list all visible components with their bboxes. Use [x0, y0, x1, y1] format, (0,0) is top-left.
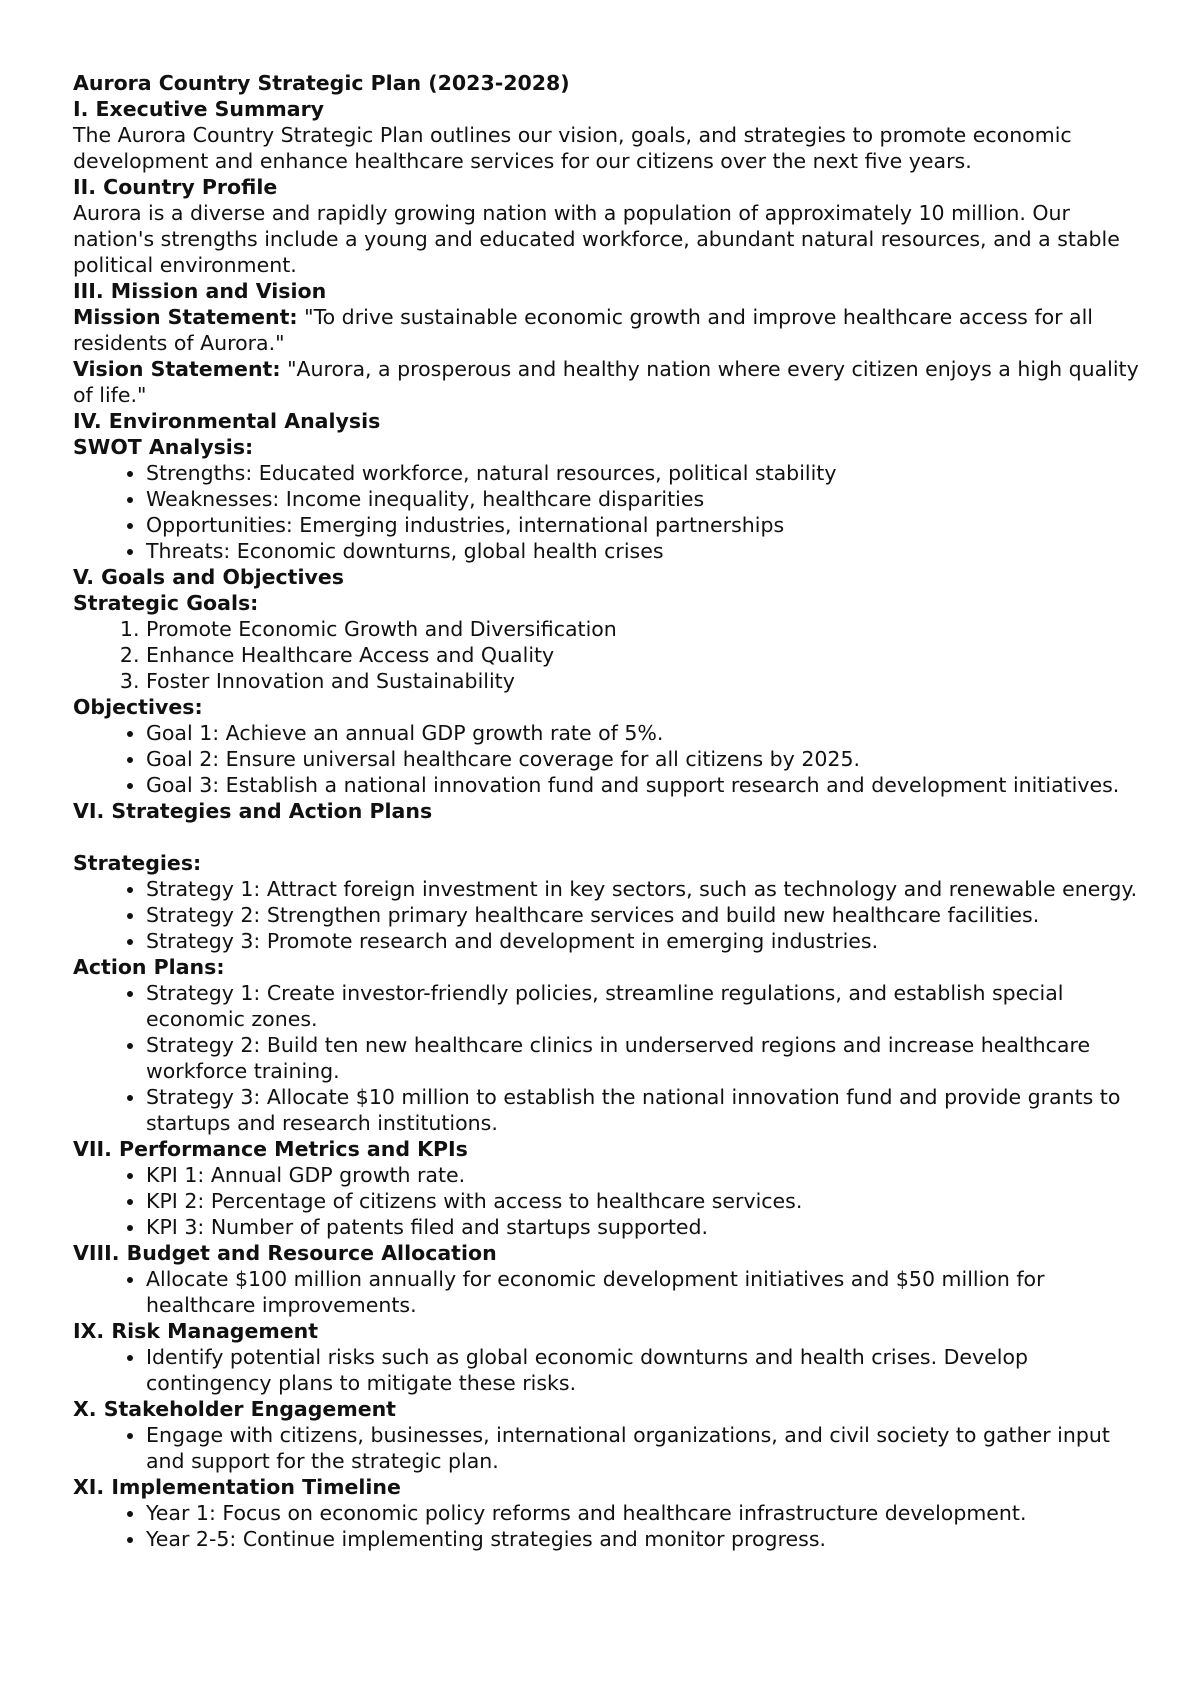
section-heading-implementation-timeline: XI. Implementation Timeline [73, 1475, 401, 1499]
objectives-list [73, 720, 1140, 798]
swot-list [73, 460, 1140, 564]
list-item: • Strategy 3: Promote research and development in emerging industries. [146, 928, 1140, 954]
section-heading-environmental-analysis: IV. Environmental Analysis [73, 409, 381, 433]
list-item: • Year 1: Focus on economic policy reforms and healthcare infrastructure development. [146, 1500, 1140, 1526]
kpi-list [73, 1162, 1140, 1240]
strategic-goals-subheading: Strategic Goals: [73, 591, 259, 615]
strategic-goals-list [73, 616, 1140, 694]
list-item: • KPI 1: Annual GDP growth rate. [146, 1162, 1140, 1188]
vision-statement [73, 356, 1140, 408]
list-item: • Strategy 2: Build ten new healthcare clinics in underserved regions and increase healthcare workforce training. [146, 1032, 1140, 1084]
list-item: • Identify potential risks such as global economic downturns and health crises. Develop contingency plans to mitigate these risks. [146, 1344, 1140, 1396]
action-plans-list [73, 980, 1140, 1136]
strategies-subheading: Strategies: [73, 851, 202, 875]
vision-label: Vision Statement: [73, 357, 281, 381]
action-plans-subheading: Action Plans: [73, 955, 225, 979]
list-item: 3. Foster Innovation and Sustainability [146, 668, 1140, 694]
section-heading-goals-objectives: V. Goals and Objectives [73, 565, 344, 589]
risk-list [73, 1344, 1140, 1396]
list-item: • KPI 3: Number of patents filed and startups supported. [146, 1214, 1140, 1240]
list-item: 1. Promote Economic Growth and Diversification [146, 616, 1140, 642]
list-item: • Opportunities: Emerging industries, international partnerships [146, 512, 1140, 538]
mission-label: Mission Statement: [73, 305, 298, 329]
section-heading-country-profile: II. Country Profile [73, 175, 278, 199]
budget-list [73, 1266, 1140, 1318]
list-item: • Strengths: Educated workforce, natural resources, political stability [146, 460, 1140, 486]
list-item: • Strategy 3: Allocate $10 million to establish the national innovation fund and provide grants to startups and research institutions. [146, 1084, 1140, 1136]
list-item: • KPI 2: Percentage of citizens with access to healthcare services. [146, 1188, 1140, 1214]
list-item: • Engage with citizens, businesses, international organizations, and civil society to gather input and support for the strategic plan. [146, 1422, 1140, 1474]
list-item: • Year 2-5: Continue implementing strategies and monitor progress. [146, 1526, 1140, 1552]
list-item: 2. Enhance Healthcare Access and Quality [146, 642, 1140, 668]
section-heading-executive-summary: I. Executive Summary [73, 97, 325, 121]
list-item: • Goal 1: Achieve an annual GDP growth rate of 5%. [146, 720, 1140, 746]
vision-text: "Aurora, a prosperous and healthy nation where every citizen enjoys a high quality of life." [73, 357, 1139, 407]
strategies-list [73, 876, 1140, 954]
objectives-subheading: Objectives: [73, 695, 203, 719]
section-heading-budget: VIII. Budget and Resource Allocation [73, 1241, 497, 1265]
list-item: • Threats: Economic downturns, global health crises [146, 538, 1140, 564]
section-heading-performance-metrics: VII. Performance Metrics and KPIs [73, 1137, 468, 1161]
section-heading-stakeholder-engagement: X. Stakeholder Engagement [73, 1397, 396, 1421]
list-item: • Weaknesses: Income inequality, healthcare disparities [146, 486, 1140, 512]
executive-summary-text: The Aurora Country Strategic Plan outlines our vision, goals, and strategies to promote economic development and enhance healthcare services for our citizens over the next five years. [73, 123, 1072, 173]
section-heading-risk-management: IX. Risk Management [73, 1319, 319, 1343]
section-heading-strategies-action-plans: VI. Strategies and Action Plans [73, 799, 433, 823]
list-item: • Strategy 1: Create investor-friendly policies, streamline regulations, and establish special economic zones. [146, 980, 1140, 1032]
country-profile-text: Aurora is a diverse and rapidly growing nation with a population of approximately 10 million. Our nation's strengths include a young and educated workforce, abundant natural resources, and a stable political environment. [73, 201, 1120, 277]
stakeholder-list [73, 1422, 1140, 1474]
mission-text: "To drive sustainable economic growth and improve healthcare access for all residents of Aurora." [73, 305, 1094, 355]
list-item: • Goal 3: Establish a national innovation fund and support research and development initiatives. [146, 772, 1140, 798]
mission-statement [73, 304, 1140, 356]
list-item: • Allocate $100 million annually for economic development initiatives and $50 million for healthcare improvements. [146, 1266, 1140, 1318]
list-item: • Strategy 2: Strengthen primary healthcare services and build new healthcare facilities. [146, 902, 1140, 928]
list-item: • Goal 2: Ensure universal healthcare coverage for all citizens by 2025. [146, 746, 1140, 772]
blank-line [73, 824, 1140, 850]
list-item: • Strategy 1: Attract foreign investment in key sectors, such as technology and renewable energy. [146, 876, 1140, 902]
section-heading-mission-vision: III. Mission and Vision [73, 279, 327, 303]
timeline-list [73, 1500, 1140, 1552]
swot-subheading: SWOT Analysis: [73, 435, 254, 459]
document-title: Aurora Country Strategic Plan (2023-2028) [73, 71, 570, 95]
